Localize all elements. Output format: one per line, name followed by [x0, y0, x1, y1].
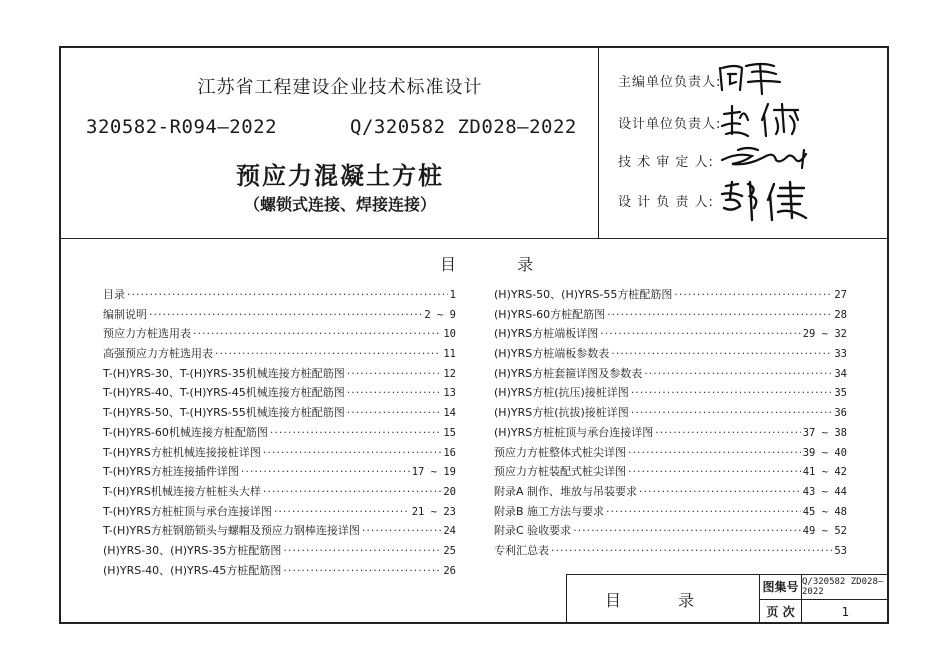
toc-entry-page: 16	[443, 446, 456, 459]
toc-entry-page: 20	[443, 485, 456, 498]
toc-leader-dots	[347, 386, 442, 399]
atlas-number-value: Q/320582 ZD028—2022	[801, 574, 889, 599]
header-vertical-divider	[598, 46, 599, 239]
toc-leader-dots	[628, 446, 801, 459]
toc-entry[interactable]	[103, 325, 456, 345]
toc-entry-page: 49 ~ 52	[802, 525, 847, 538]
toc-entry-page: 35	[834, 387, 847, 400]
toc-leader-dots	[631, 386, 833, 399]
toc-entry-title: 高强预应力方桩选用表	[103, 347, 213, 361]
toc-entry[interactable]	[494, 365, 847, 385]
toc-entry-title: T-(H)YRS机械连接方桩桩头大样	[103, 484, 261, 498]
sub-title: （螺锁式连接、焊接连接）	[243, 195, 436, 214]
toc-entry-title: T-(H)YRS-60机械连接方桩配筋图	[103, 425, 268, 439]
toc-entry-page: 36	[834, 407, 847, 420]
page-number-value: 1	[801, 599, 889, 624]
toc-entry[interactable]	[103, 483, 456, 503]
toc-entry[interactable]	[103, 444, 456, 464]
toc-entry-page: 28	[834, 308, 847, 321]
toc-entry-title: 编制说明	[103, 307, 147, 321]
toc-entry[interactable]	[103, 522, 456, 542]
toc-entry[interactable]	[494, 404, 847, 424]
toc-entry-title: (H)YRS方桩端板参数表	[494, 347, 610, 361]
toc-entry-title: 预应力方桩选用表	[103, 327, 191, 341]
toc-entry-page: 41 ~ 42	[802, 466, 847, 479]
toc-entry-title: (H)YRS方桩端板详图	[494, 327, 599, 341]
toc-entry[interactable]	[103, 345, 456, 365]
toc-entry-title: T-(H)YRS-50、T-(H)YRS-55机械连接方桩配筋图	[103, 406, 345, 420]
toc-entry-page: 13	[443, 387, 456, 400]
signature-design-lead	[718, 178, 810, 224]
signature-chief-editor	[716, 60, 796, 96]
toc-entry[interactable]	[494, 325, 847, 345]
main-title: 预应力混凝土方桩	[236, 162, 444, 190]
toc-leader-dots	[631, 406, 833, 419]
toc-leader-dots	[362, 524, 441, 537]
toc-leader-dots	[193, 327, 441, 340]
toc-entry-title: 目录	[103, 288, 125, 301]
toc-leader-dots	[263, 485, 441, 498]
standard-code-left: 320582-R094—2022	[86, 116, 278, 138]
toc-entry-title: 附录A 制作、堆放与吊装要求	[494, 484, 638, 498]
header-divider	[59, 238, 889, 239]
toc-entry[interactable]	[494, 542, 847, 562]
toc-entry-page: 37 ~ 38	[802, 426, 847, 439]
toc-leader-dots	[283, 544, 441, 557]
toc-entry-page: 29 ~ 32	[802, 328, 847, 341]
toc-entry[interactable]	[494, 444, 847, 464]
toc-entry-page: 43 ~ 44	[802, 485, 847, 498]
toc-entry-title: (H)YRS-60方桩配筋图	[494, 307, 606, 321]
toc-entry[interactable]	[103, 286, 456, 306]
toc-entry-title: (H)YRS-50、(H)YRS-55方桩配筋图	[494, 288, 673, 301]
toc-entry-page: 27	[834, 289, 847, 301]
toc-leader-dots	[639, 485, 801, 498]
design-lead-label: 设 计 负 责 人:	[618, 195, 714, 210]
toc-entry[interactable]	[103, 404, 456, 424]
toc-leader-dots	[611, 347, 832, 360]
signature-tech-approver	[718, 142, 810, 172]
title-block-title: 目 录	[604, 590, 721, 610]
toc-entry-title: 附录B 施工方法与要求	[494, 504, 605, 518]
toc-entry-page: 39 ~ 40	[802, 446, 847, 459]
toc-entry[interactable]	[494, 306, 847, 326]
atlas-number-label: 图集号	[759, 574, 801, 599]
toc-leader-dots	[551, 544, 832, 557]
toc-entry-page: 33	[834, 348, 847, 361]
toc-leader-dots	[628, 465, 801, 478]
toc-entry-title: T-(H)YRS方桩连接插件详图	[103, 465, 239, 479]
toc-entry-title: 预应力方桩装配式桩尖详图	[494, 465, 626, 479]
design-unit-label: 设计单位负责人:	[618, 117, 722, 132]
toc-entry-title: (H)YRS方桩(抗压)接桩详图	[494, 386, 629, 400]
toc-leader-dots	[573, 524, 801, 537]
toc-entry-page: 53	[834, 544, 847, 557]
toc-entry-page: 34	[834, 367, 847, 380]
toc-entry-title: T-(H)YRS-40、T-(H)YRS-45机械连接方桩配筋图	[103, 386, 345, 400]
toc-left-column	[103, 286, 456, 581]
toc-entry[interactable]	[103, 306, 456, 326]
title-block-separator	[759, 599, 889, 600]
toc-entry-page: 24	[443, 525, 456, 538]
toc-entry-title: (H)YRS方桩(抗拔)接桩详图	[494, 406, 629, 420]
toc-entry-title: T-(H)YRS-30、T-(H)YRS-35机械连接方桩配筋图	[103, 366, 345, 380]
toc-entry-page: 1	[449, 289, 456, 301]
toc-entry-page: 10	[443, 328, 456, 341]
toc-entry[interactable]	[103, 424, 456, 444]
toc-entry-title: 附录C 验收要求	[494, 524, 572, 538]
toc-entry-title: T-(H)YRS方桩机械连接接桩详图	[103, 445, 261, 459]
toc-leader-dots	[283, 564, 441, 577]
toc-leader-dots	[606, 505, 801, 518]
toc-entry-page: 11	[443, 348, 456, 361]
toc-leader-dots	[644, 367, 832, 380]
toc-entry-page: 15	[443, 426, 456, 439]
toc-entry[interactable]	[103, 542, 456, 562]
toc-leader-dots	[347, 367, 442, 380]
toc-entry-title: T-(H)YRS方桩钢筋锁头与螺帽及预应力钢棒连接详图	[103, 524, 360, 538]
toc-entry[interactable]	[103, 503, 456, 523]
toc-entry-page: 26	[443, 564, 456, 577]
standard-code-right: Q/320582 ZD028—2022	[350, 116, 577, 138]
toc-entry-page: 2 ~ 9	[424, 308, 456, 321]
toc-entry[interactable]	[494, 522, 847, 542]
toc-leader-dots	[127, 288, 448, 301]
toc-entry-title: 预应力方桩整体式桩尖详图	[494, 445, 626, 459]
toc-entry[interactable]	[494, 384, 847, 404]
toc-entry-page: 25	[443, 544, 456, 557]
toc-leader-dots	[270, 426, 442, 439]
toc-entry-page: 21 ~ 23	[411, 505, 456, 518]
signature-design-unit	[718, 100, 808, 140]
toc-leader-dots	[215, 347, 441, 360]
toc-entry[interactable]	[494, 345, 847, 365]
toc-leader-dots	[655, 426, 801, 439]
toc-entry-title: (H)YRS方桩桩顶与承台连接详图	[494, 425, 654, 439]
toc-entry-title: T-(H)YRS方桩桩顶与承台连接详图	[103, 504, 272, 518]
toc-entry[interactable]	[103, 562, 456, 582]
standard-title: 江苏省工程建设企业技术标准设计	[197, 77, 483, 98]
toc-entry[interactable]	[103, 384, 456, 404]
toc-entry[interactable]	[494, 424, 847, 444]
toc-leader-dots	[241, 465, 410, 478]
toc-entry[interactable]	[103, 463, 456, 483]
toc-entry[interactable]	[103, 365, 456, 385]
toc-heading: 目 录	[440, 255, 562, 274]
toc-leader-dots	[149, 308, 422, 321]
toc-entry-page: 12	[443, 367, 456, 380]
toc-right-column	[494, 286, 847, 562]
toc-entry-page: 14	[443, 407, 456, 420]
toc-entry-title: 专利汇总表	[494, 543, 549, 557]
toc-leader-dots	[274, 505, 410, 518]
toc-leader-dots	[347, 406, 442, 419]
toc-leader-dots	[263, 446, 441, 459]
toc-entry-title: (H)YRS-30、(H)YRS-35方桩配筋图	[103, 543, 282, 557]
toc-leader-dots	[600, 327, 801, 340]
toc-entry-page: 17 ~ 19	[411, 466, 456, 479]
toc-entry-title: (H)YRS-40、(H)YRS-45方桩配筋图	[103, 563, 282, 577]
toc-leader-dots	[607, 308, 832, 321]
toc-entry-page: 45 ~ 48	[802, 505, 847, 518]
toc-entry-title: (H)YRS方桩套箍详图及参数表	[494, 366, 643, 380]
chief-editor-label: 主编单位负责人:	[618, 75, 722, 90]
toc-entry[interactable]	[494, 503, 847, 523]
toc-entry[interactable]	[494, 286, 847, 306]
toc-entry[interactable]	[494, 463, 847, 483]
page-number-label: 页 次	[759, 599, 801, 624]
tech-approver-label: 技 术 审 定 人:	[618, 155, 714, 170]
toc-leader-dots	[674, 288, 832, 301]
toc-entry[interactable]	[494, 483, 847, 503]
